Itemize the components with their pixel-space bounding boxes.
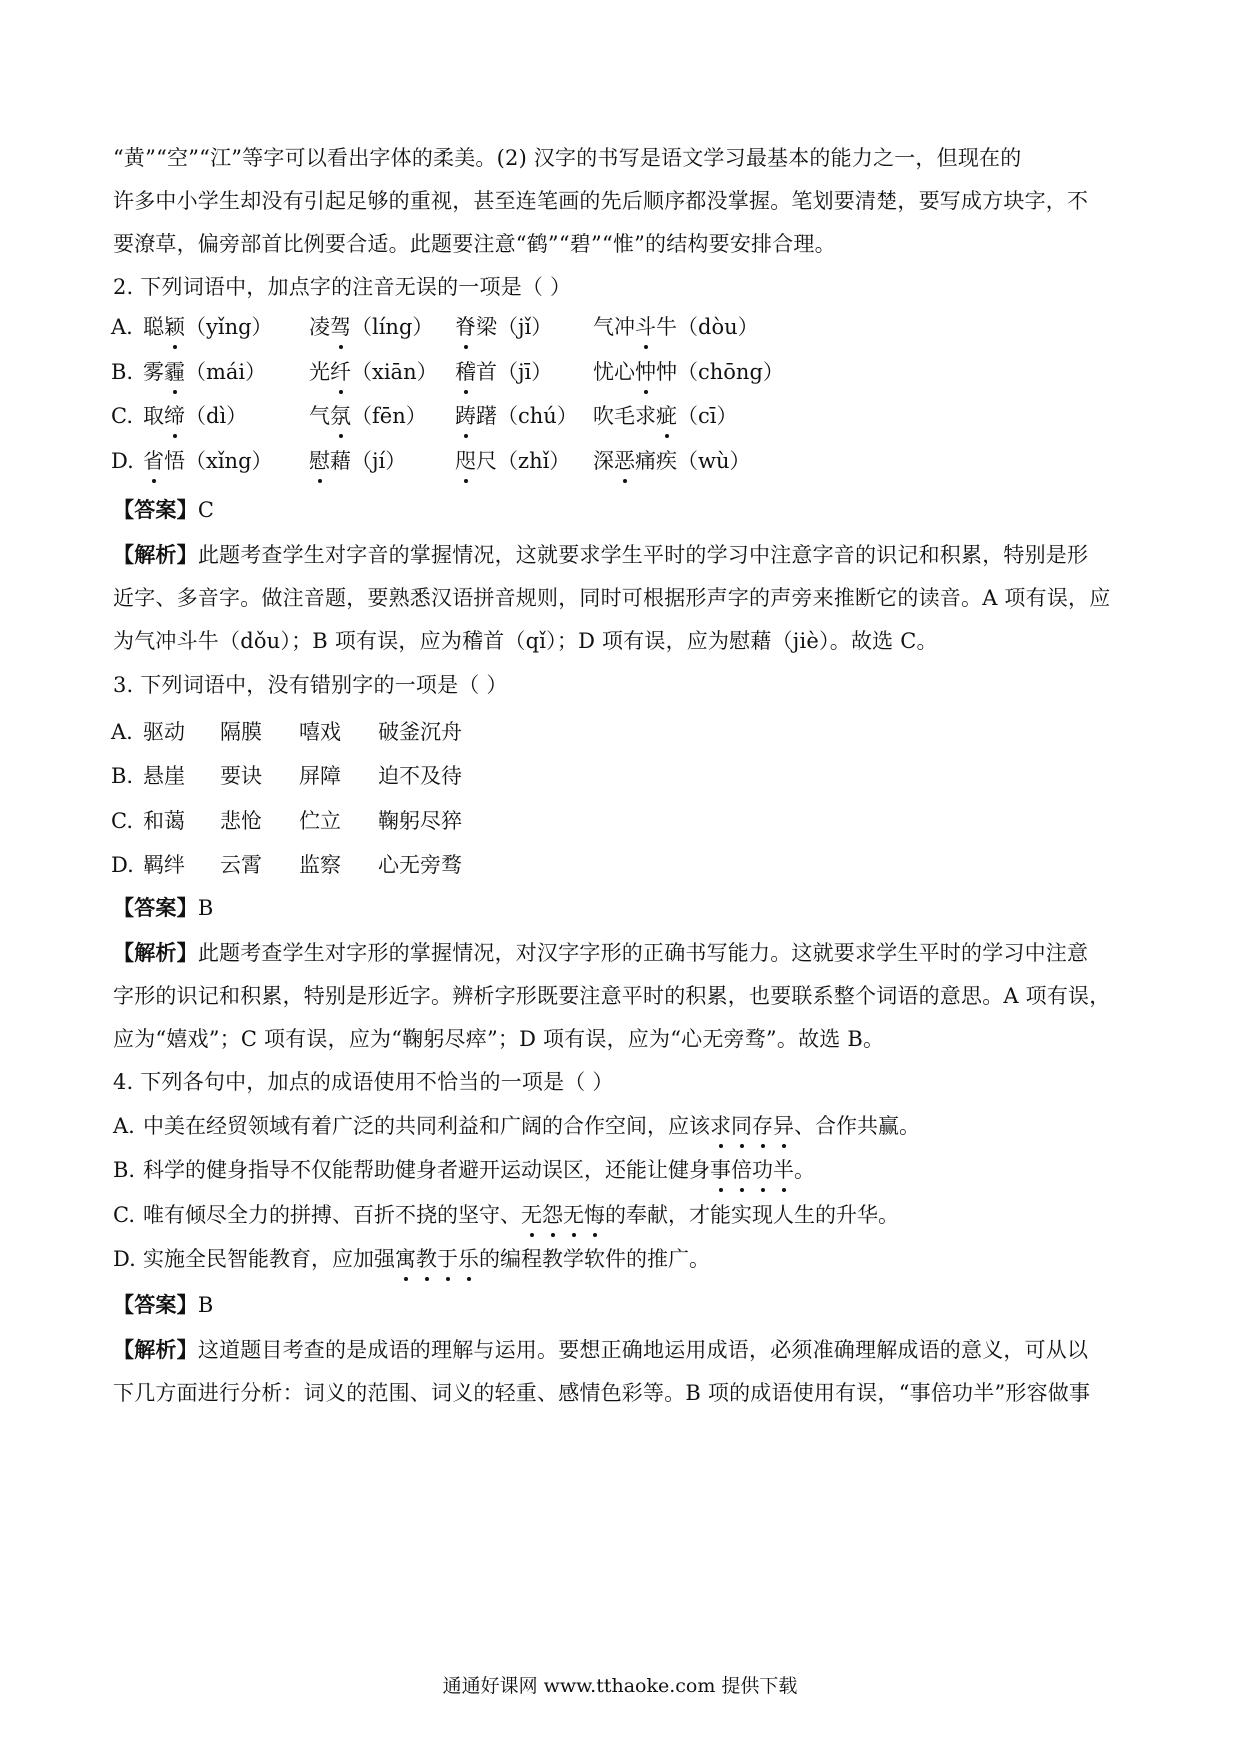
dotted-character: 慰 — [309, 446, 330, 476]
analysis-text: 此题考查学生对字音的掌握情况，这就要求学生平时的学习中注意字音的识记和积累，特别是形 — [197, 543, 1089, 567]
option-letter: B. — [111, 360, 134, 384]
sentence-suffix: 的奉献，才能实现人生的升华。 — [605, 1203, 899, 1227]
word-prefix: 气 — [309, 404, 330, 428]
sentence-suffix: 。 — [794, 1158, 815, 1182]
word-suffix: （mái） — [185, 360, 267, 384]
dotted-character: 斗 — [635, 312, 656, 342]
option-letter: C. — [111, 404, 133, 428]
option-word — [143, 401, 247, 431]
option-letter: D. — [111, 449, 134, 473]
option-row — [113, 1111, 920, 1141]
word-prefix: 雾 — [143, 360, 164, 384]
option-word — [593, 312, 759, 342]
option-letter: C. — [113, 1203, 135, 1227]
dotted-character: 异 — [773, 1111, 794, 1141]
option-row — [113, 1244, 710, 1274]
answer-value: B — [197, 1293, 214, 1317]
dotted-character: 无 — [521, 1200, 542, 1230]
dotted-character: 功 — [752, 1155, 773, 1185]
option-word: 伫立 — [299, 809, 341, 833]
option-word: 监察 — [299, 853, 341, 877]
dotted-character: 霾 — [164, 357, 185, 387]
word-suffix: （xiān） — [351, 360, 438, 384]
option-word — [455, 446, 570, 476]
answer-label: 【答案】 — [113, 1292, 198, 1317]
option-letter: A. — [111, 315, 133, 339]
option-letter: D. — [113, 1247, 136, 1271]
dotted-character: 同 — [731, 1111, 752, 1141]
word-prefix: 气冲 — [593, 315, 635, 339]
dotted-character: 恶 — [614, 446, 635, 476]
dotted-character: 求 — [710, 1111, 731, 1141]
dotted-character: 踌 — [455, 401, 476, 431]
word-prefix: 取 — [143, 404, 164, 428]
paragraph-line: 许多中小学生却没有引起足够的重视，甚至连笔画的先后顺序都没掌握。笔划要清楚，要写成方块字，不 — [113, 189, 1089, 213]
q3-stem: 3. 下列词语中，没有错别字的一项是（ ） — [113, 673, 508, 697]
q2-stem: 2. 下列词语中，加点字的注音无误的一项是（ ） — [113, 275, 572, 299]
dotted-character: 咫 — [455, 446, 476, 476]
word-suffix: 藉（jí） — [330, 449, 407, 473]
word-suffix: 痛疾（wù） — [635, 449, 751, 473]
option-word: 和蔼 — [143, 809, 185, 833]
option-letter: A. — [113, 1114, 135, 1138]
sentence-prefix: 中美在经贸领域有着广泛的共同利益和广阔的合作空间，应该 — [143, 1114, 710, 1138]
sentence-suffix: 的编程教学软件的推广。 — [479, 1247, 710, 1271]
word-suffix: 躇（chú） — [476, 404, 578, 428]
option-word: 驱动 — [143, 720, 185, 744]
q4-stem: 4. 下列各句中，加点的成语使用不恰当的一项是（ ） — [113, 1070, 614, 1094]
dotted-character: 驾 — [330, 312, 351, 342]
word-suffix: （dì） — [185, 404, 248, 428]
option-row — [113, 1155, 815, 1185]
dotted-character: 教 — [416, 1244, 437, 1274]
dotted-character: 疵 — [656, 401, 677, 431]
dotted-character: 悔 — [584, 1200, 605, 1230]
option-word: 悬崖 — [143, 764, 185, 788]
word-prefix: 深 — [593, 449, 614, 473]
paragraph-line: “黄”“空”“江”等字可以看出字体的柔美。(2) 汉字的书写是语文学习最基本的能力之一，但现在的 — [113, 146, 1022, 170]
dotted-character: 事 — [710, 1155, 731, 1185]
answer-label: 【答案】 — [113, 497, 198, 522]
dotted-character: 存 — [752, 1111, 773, 1141]
word-suffix: 尺（zhǐ） — [476, 449, 571, 473]
sentence-suffix: 、合作共赢。 — [794, 1114, 920, 1138]
dotted-character: 于 — [437, 1244, 458, 1274]
word-suffix: 牛（dòu） — [656, 315, 759, 339]
dotted-character: 省 — [143, 446, 164, 476]
dotted-character: 忡 — [635, 357, 656, 387]
option-word — [309, 446, 406, 476]
q2-analysis-line — [113, 540, 1133, 570]
option-word — [143, 357, 266, 387]
option-word: 要诀 — [220, 764, 262, 788]
answer-label: 【答案】 — [113, 895, 198, 920]
analysis-text: 这道题目考查的是成语的理解与运用。要想正确地运用成语，必须准确理解成语的意义，可从以 — [197, 1338, 1089, 1362]
option-word — [309, 312, 433, 342]
option-letter: B. — [113, 1158, 136, 1182]
q2-answer — [113, 495, 1133, 525]
sentence-prefix: 唯有倾尽全力的拼搏、百折不挠的坚守、 — [143, 1203, 521, 1227]
word-prefix: 凌 — [309, 315, 330, 339]
option-word: 破釜沉舟 — [378, 720, 462, 744]
q4-analysis-line — [113, 1335, 1133, 1365]
option-word: 嘻戏 — [299, 720, 341, 744]
dotted-character: 倍 — [731, 1155, 752, 1185]
analysis-label: 【解析】 — [113, 1337, 198, 1362]
option-word — [593, 357, 784, 387]
word-suffix: （yǐng） — [185, 315, 273, 339]
word-suffix: 首（jī） — [476, 360, 553, 384]
dotted-character: 脊 — [455, 312, 476, 342]
word-prefix: 聪 — [143, 315, 164, 339]
option-letter: B. — [111, 764, 134, 788]
word-prefix: 光 — [309, 360, 330, 384]
word-suffix: （líng） — [351, 315, 434, 339]
dotted-character: 缔 — [164, 401, 185, 431]
option-word — [455, 312, 552, 342]
dotted-character: 乐 — [458, 1244, 479, 1274]
dotted-character: 无 — [563, 1200, 584, 1230]
dotted-character: 稽 — [455, 357, 476, 387]
word-prefix: 吹毛求 — [593, 404, 656, 428]
option-letter: D. — [111, 853, 134, 877]
word-suffix: 忡（chōng） — [656, 360, 784, 384]
dotted-character: 氛 — [330, 401, 351, 431]
q4-answer — [113, 1290, 1133, 1320]
word-suffix: （cī） — [677, 404, 738, 428]
word-suffix: 梁（jǐ） — [476, 315, 553, 339]
option-word — [593, 446, 751, 476]
option-word: 隔膜 — [220, 720, 262, 744]
option-word: 云霄 — [220, 853, 262, 877]
analysis-text: 此题考查学生对字形的掌握情况，对汉字字形的正确书写能力。这就要求学生平时的学习中注意 — [197, 941, 1089, 965]
option-word — [309, 357, 438, 387]
option-word: 鞠躬尽猝 — [378, 809, 462, 833]
dotted-character: 半 — [773, 1155, 794, 1185]
option-row — [113, 1200, 899, 1230]
word-prefix: 忧心 — [593, 360, 635, 384]
option-word: 屏障 — [299, 764, 341, 788]
option-word — [593, 401, 737, 431]
q2-analysis-line: 为气冲斗牛（dǒu）；B 项有误，应为稽首（qǐ）；D 项有误，应为慰藉（jiè）。故选 C。 — [113, 629, 938, 653]
option-letter: A. — [111, 720, 133, 744]
dotted-character: 怨 — [542, 1200, 563, 1230]
q3-analysis-line: 字形的识记和积累，特别是形近字。辨析字形既要注意平时的积累，也要联系整个词语的意思。A 项有误， — [113, 984, 1111, 1008]
word-suffix: 悟（xǐng） — [164, 449, 273, 473]
option-word — [455, 357, 552, 387]
dotted-character: 寓 — [395, 1244, 416, 1274]
option-word — [309, 401, 427, 431]
analysis-label: 【解析】 — [113, 940, 198, 965]
option-word: 羁绊 — [143, 853, 185, 877]
q4-analysis-line: 下几方面进行分析：词义的范围、词义的轻重、感情色彩等。B 项的成语使用有误，“事倍功半”形容做事 — [113, 1381, 1091, 1405]
page-footer: 通通好课网 www.tthaoke.com 提供下载 — [442, 1675, 798, 1697]
option-word: 心无旁骛 — [378, 853, 462, 877]
option-word: 悲怆 — [220, 809, 262, 833]
sentence-prefix: 科学的健身指导不仅能帮助健身者避开运动误区，还能让健身 — [143, 1158, 710, 1182]
dotted-character: 颖 — [164, 312, 185, 342]
q3-answer — [113, 893, 1133, 923]
q3-analysis-line: 应为“嬉戏”；C 项有误，应为“鞠躬尽瘁”；D 项有误，应为“心无旁骛”。故选 B。 — [113, 1027, 885, 1051]
analysis-label: 【解析】 — [113, 542, 198, 567]
dotted-character: 纤 — [330, 357, 351, 387]
answer-value: B — [197, 896, 214, 920]
option-word: 迫不及待 — [378, 764, 462, 788]
option-word — [455, 401, 578, 431]
option-word — [143, 312, 273, 342]
option-word — [143, 446, 273, 476]
word-suffix: （fēn） — [351, 404, 427, 428]
answer-value: C — [197, 498, 215, 522]
sentence-prefix: 实施全民智能教育，应加强 — [143, 1247, 395, 1271]
q3-analysis-line — [113, 938, 1133, 968]
option-letter: C. — [111, 809, 133, 833]
paragraph-line: 要潦草，偏旁部首比例要合适。此题要注意“鹤”“碧”“惟”的结构要安排合理。 — [113, 232, 836, 256]
q2-analysis-line: 近字、多音字。做注音题，要熟悉汉语拼音规则，同时可根据形声字的声旁来推断它的读音。A 项有误，应 — [113, 586, 1111, 610]
